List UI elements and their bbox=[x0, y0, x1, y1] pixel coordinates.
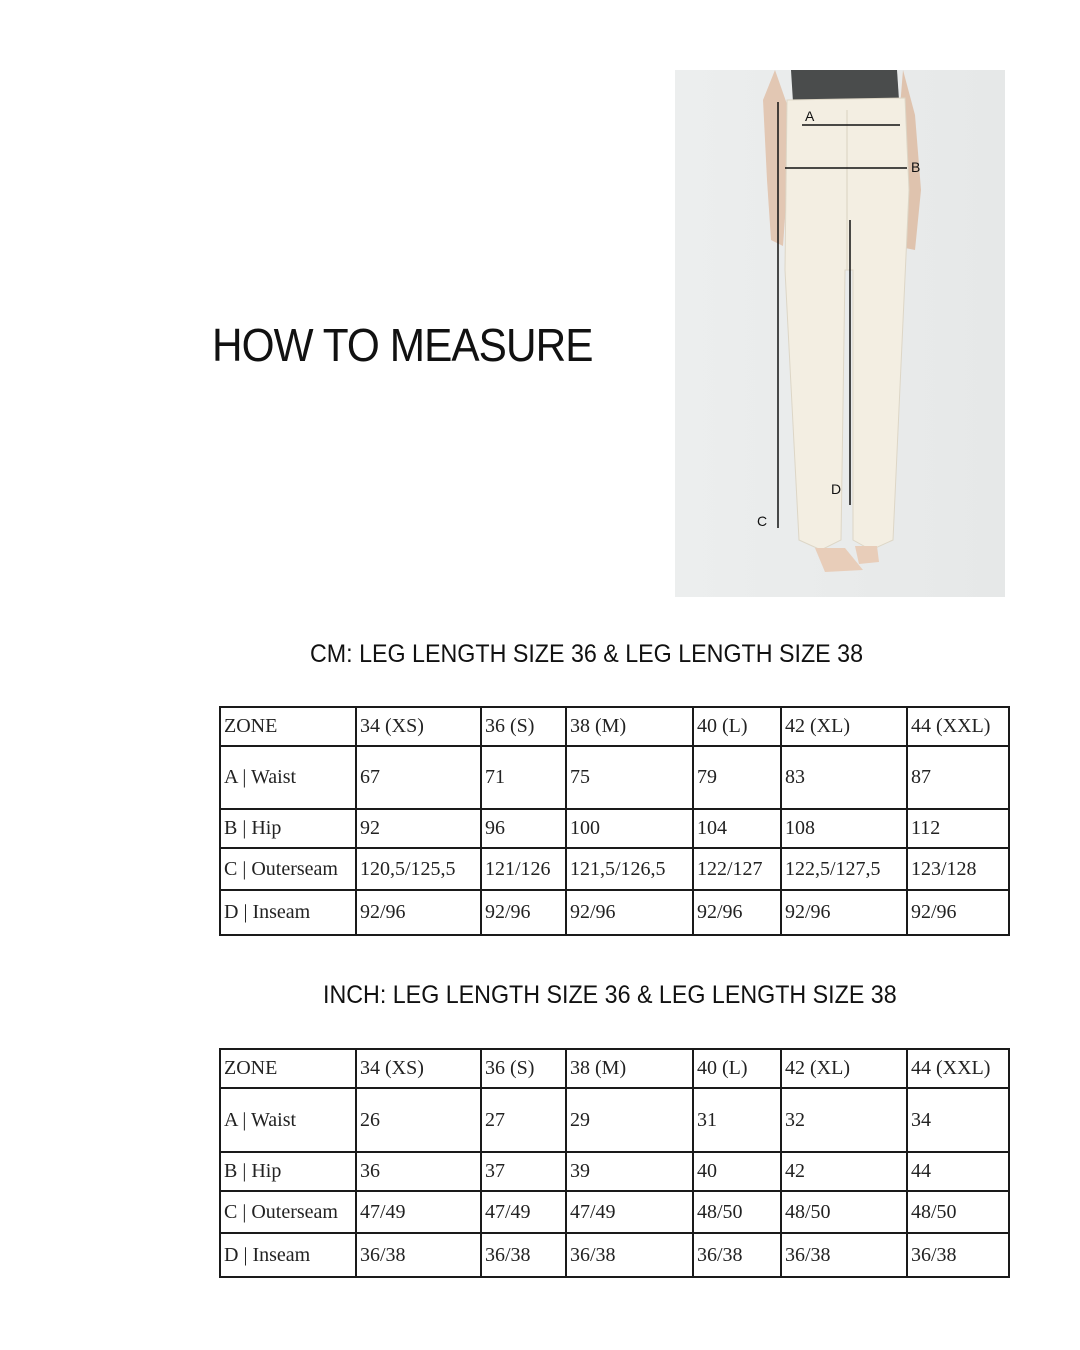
zone-cell: C | Outerseam bbox=[220, 1191, 356, 1233]
header-cell: 40 (L) bbox=[693, 707, 781, 746]
value-cell: 120,5/125,5 bbox=[356, 848, 481, 890]
value-cell: 92/96 bbox=[356, 890, 481, 935]
header-cell: 36 (S) bbox=[481, 707, 566, 746]
value-cell: 92 bbox=[356, 809, 481, 848]
zone-cell: B | Hip bbox=[220, 1152, 356, 1191]
value-cell: 36/38 bbox=[781, 1233, 907, 1277]
value-cell: 71 bbox=[481, 746, 566, 809]
zone-cell: D | Inseam bbox=[220, 1233, 356, 1277]
value-cell: 104 bbox=[693, 809, 781, 848]
value-cell: 36/38 bbox=[907, 1233, 1009, 1277]
header-cell: 36 (S) bbox=[481, 1049, 566, 1088]
table-row bbox=[220, 809, 1009, 848]
inch-section-title: INCH: LEG LENGTH SIZE 36 & LEG LENGTH SIZE 38 bbox=[323, 981, 897, 1009]
value-cell: 123/128 bbox=[907, 848, 1009, 890]
model-measurement-photo bbox=[675, 70, 1005, 597]
value-cell: 92/96 bbox=[781, 890, 907, 935]
tank-top bbox=[791, 70, 899, 102]
table-row bbox=[220, 1191, 1009, 1233]
value-cell: 36/38 bbox=[481, 1233, 566, 1277]
value-cell: 100 bbox=[566, 809, 693, 848]
table-row bbox=[220, 848, 1009, 890]
header-cell: 44 (XXL) bbox=[907, 1049, 1009, 1088]
value-cell: 92/96 bbox=[566, 890, 693, 935]
header-cell: ZONE bbox=[220, 1049, 356, 1088]
label-b: B bbox=[911, 159, 921, 175]
value-cell: 36/38 bbox=[356, 1233, 481, 1277]
header-cell: ZONE bbox=[220, 707, 356, 746]
value-cell: 47/49 bbox=[566, 1191, 693, 1233]
value-cell: 121,5/126,5 bbox=[566, 848, 693, 890]
value-cell: 108 bbox=[781, 809, 907, 848]
label-a: A bbox=[805, 108, 815, 124]
value-cell: 92/96 bbox=[907, 890, 1009, 935]
value-cell: 67 bbox=[356, 746, 481, 809]
value-cell: 29 bbox=[566, 1088, 693, 1152]
value-cell: 96 bbox=[481, 809, 566, 848]
zone-cell: D | Inseam bbox=[220, 890, 356, 935]
value-cell: 39 bbox=[566, 1152, 693, 1191]
zone-cell: A | Waist bbox=[220, 1088, 356, 1152]
header-cell: 38 (M) bbox=[566, 1049, 693, 1088]
table-header-row bbox=[220, 1049, 1009, 1088]
right-foot bbox=[855, 546, 879, 564]
zone-cell: C | Outerseam bbox=[220, 848, 356, 890]
table-row bbox=[220, 746, 1009, 809]
value-cell: 36/38 bbox=[566, 1233, 693, 1277]
cm-section-title: CM: LEG LENGTH SIZE 36 & LEG LENGTH SIZE 38 bbox=[310, 640, 864, 668]
value-cell: 48/50 bbox=[781, 1191, 907, 1233]
header-cell: 38 (M) bbox=[566, 707, 693, 746]
value-cell: 27 bbox=[481, 1088, 566, 1152]
header-cell: 42 (XL) bbox=[781, 707, 907, 746]
value-cell: 121/126 bbox=[481, 848, 566, 890]
label-d: D bbox=[831, 481, 842, 497]
inch-size-table bbox=[219, 1048, 1010, 1278]
value-cell: 92/96 bbox=[693, 890, 781, 935]
value-cell: 48/50 bbox=[907, 1191, 1009, 1233]
value-cell: 112 bbox=[907, 809, 1009, 848]
value-cell: 87 bbox=[907, 746, 1009, 809]
header-cell: 42 (XL) bbox=[781, 1049, 907, 1088]
value-cell: 44 bbox=[907, 1152, 1009, 1191]
value-cell: 36/38 bbox=[693, 1233, 781, 1277]
value-cell: 83 bbox=[781, 746, 907, 809]
value-cell: 32 bbox=[781, 1088, 907, 1152]
header-cell: 34 (XS) bbox=[356, 1049, 481, 1088]
value-cell: 37 bbox=[481, 1152, 566, 1191]
value-cell: 34 bbox=[907, 1088, 1009, 1152]
header-cell: 44 (XXL) bbox=[907, 707, 1009, 746]
value-cell: 31 bbox=[693, 1088, 781, 1152]
header-cell: 34 (XS) bbox=[356, 707, 481, 746]
value-cell: 40 bbox=[693, 1152, 781, 1191]
value-cell: 36 bbox=[356, 1152, 481, 1191]
table-row bbox=[220, 1152, 1009, 1191]
value-cell: 26 bbox=[356, 1088, 481, 1152]
value-cell: 42 bbox=[781, 1152, 907, 1191]
table-header-row bbox=[220, 707, 1009, 746]
value-cell: 122/127 bbox=[693, 848, 781, 890]
value-cell: 48/50 bbox=[693, 1191, 781, 1233]
table-row bbox=[220, 1088, 1009, 1152]
page-title: HOW TO MEASURE bbox=[212, 319, 593, 371]
label-c: C bbox=[757, 513, 768, 529]
header-cell: 40 (L) bbox=[693, 1049, 781, 1088]
value-cell: 92/96 bbox=[481, 890, 566, 935]
table-row bbox=[220, 1233, 1009, 1277]
value-cell: 79 bbox=[693, 746, 781, 809]
zone-cell: B | Hip bbox=[220, 809, 356, 848]
value-cell: 47/49 bbox=[481, 1191, 566, 1233]
cm-size-table bbox=[219, 706, 1010, 936]
value-cell: 47/49 bbox=[356, 1191, 481, 1233]
value-cell: 75 bbox=[566, 746, 693, 809]
value-cell: 122,5/127,5 bbox=[781, 848, 907, 890]
table-row bbox=[220, 890, 1009, 935]
zone-cell: A | Waist bbox=[220, 746, 356, 809]
